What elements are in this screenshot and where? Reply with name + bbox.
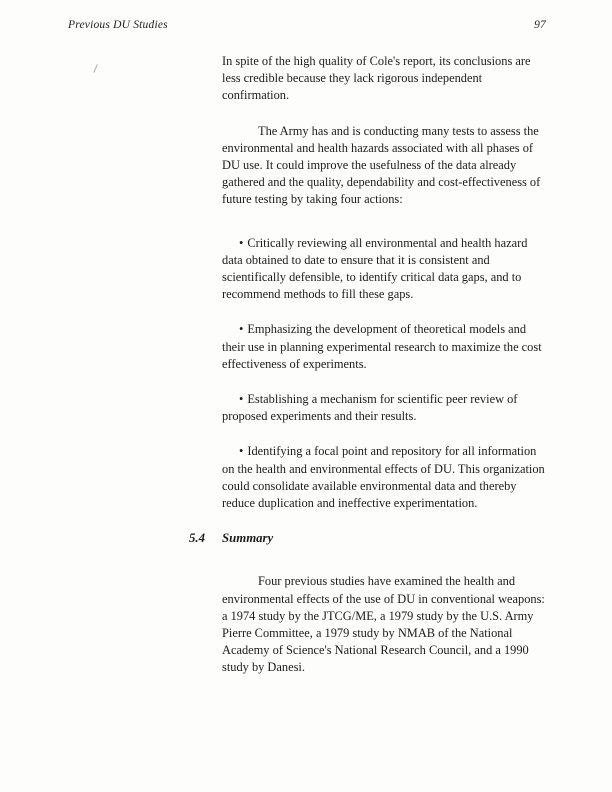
- running-header-title: Previous DU Studies: [68, 19, 168, 31]
- bullet-item-emphasizing: [222, 321, 548, 373]
- section-number: 5.4: [189, 531, 205, 546]
- paragraph-summary: Four previous studies have examined the health and environmental effects of the use of DU in conventional weapons: a 1974 study by the JTCG/ME, a 1979 study by the U.S. Army Pierre Committee, a 1979 study by NMAB of the National Academy of Science's National Research Council, and a 1990 study by Danesi.: [222, 574, 545, 675]
- bullet-icon: •: [239, 235, 244, 250]
- bullet-item-reviewing: [222, 235, 548, 304]
- page-header: [68, 19, 546, 31]
- bullet-icon: •: [239, 392, 244, 407]
- bullet-icon: •: [239, 322, 244, 337]
- bullet-text: Identifying a focal point and repository for all information on the health and environmental effects of DU. This organization could consolidate available environmental data and thereby reduce duplication and ineffective experimentation.: [222, 444, 545, 511]
- paragraph-cole-conclusions: In spite of the high quality of Cole's report, its conclusions are less credible because they lack rigorous independent confirmation.: [222, 54, 531, 103]
- section-heading: [189, 530, 548, 547]
- bullet-text: Critically reviewing all environmental and health hazard data obtained to date to ensure that it is consistent and scientifically defensible, to identify critical data gaps, and to recommend methods to fill these gaps.: [222, 235, 528, 302]
- bullet-text: Emphasizing the development of theoretical models and their use in planning experimental research to maximize the cost effectiveness of experiments.: [222, 322, 542, 371]
- body-text-column: [189, 53, 548, 677]
- bullet-item-establishing: [222, 391, 548, 425]
- section-title: Summary: [222, 531, 274, 546]
- bullet-item-identifying: [222, 443, 548, 512]
- bullet-icon: •: [239, 444, 244, 459]
- page-number: 97: [534, 19, 546, 31]
- bullet-text: Establishing a mechanism for scientific peer review of proposed experiments and their results.: [222, 392, 518, 424]
- scan-artifact-mark: [93, 64, 98, 73]
- paragraph-army-tests: The Army has and is conducting many tests to assess the environmental and health hazards associated with all phases of DU use. It could improve the usefulness of the data already gathered and the quality, dependability and cost-effectiveness of future testing by taking four actions:: [222, 123, 541, 207]
